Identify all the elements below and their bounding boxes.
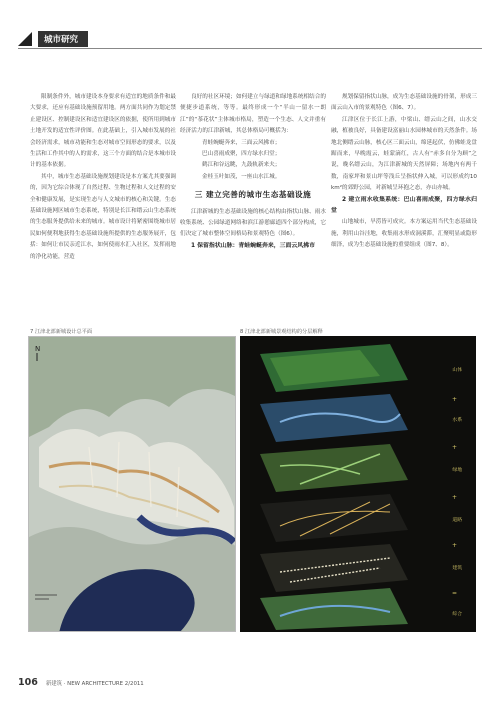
column-2 (180, 92, 326, 252)
section-heading: 三 建立完善的城市生态基础设施 (194, 190, 312, 200)
master-plan-drawing (29, 337, 236, 632)
journal-name: 新建筑 · NEW ARCHITECTURE 2/2011 (45, 680, 144, 687)
paragraph: 江津新城的生态基础设施的核心结构由指状山脉、雨水收集系统、公园绿道网络和滨江游憩廊道四个部分构成，它们决定了城市整体空间格局和景观特色（图6）。 (180, 208, 326, 238)
plus-icon: + (451, 542, 457, 549)
paragraph: 山地城市，旱涝皆可成灾。本方案运用当代生态基础设施，利用山谷洼地，收集雨水形成洞溪滞，汇聚明显或隐形细泽，成为生态基础设施的重要组成（图7、8）。 (331, 219, 477, 249)
poem-line: 巴山喜雨成聚，四方绿水归堂； (202, 151, 281, 158)
header-rule (18, 48, 482, 49)
poem-line: 鹤江和谷远眺，九鼓轨新来夫； (202, 162, 281, 169)
figure-8-layer-diagram (240, 336, 476, 632)
section-title: 城市研究 (38, 31, 88, 47)
section-header (18, 30, 88, 48)
layer-stack-drawing (240, 336, 476, 632)
layer-label: 道路 (452, 518, 462, 523)
figure-8-caption: 8 江津北部新城景观结构的分层解释 (240, 329, 323, 335)
layer-label: 综合 (452, 612, 462, 617)
page-number: 106 (18, 677, 38, 688)
svg-text:N: N (35, 345, 41, 353)
paragraph: 良好的社区环境；如何建立与绿道和绿地系统相结合的便捷步道系统，等等。最终形成一个“半山一留水一朗江”的“茶花状”主体城市格局，塑造一个生态、人文并重有经济活力的江津新城，其总体格局可概括为： (180, 94, 326, 135)
paragraph: 江津区位于长江上游，中梁山、缙云山之间，山水交融，植被良好，具备建设富丽山水园林城市的天然条件。场地北侧缙云山脉，核心区三面云山，绵延起伏，仿佛蛙龙盘踞而来，早晚霞云，蛙蒙滴红，古人有“赤多自分为顾”之说，晚名缙云山，为江津新城的天然屏障；场地内有两千数，南家坪和景山坪等浅丘呈指状伸入城，可以形成约10 km²的郊野公园，对新城呈环抱之态，亦山亦城。 (331, 116, 477, 192)
poem-line: 青蛙蜿蜒奔来，三面云风拂市； (202, 139, 281, 146)
column-1 (30, 92, 176, 263)
subsection-heading: 2 建立雨水收集系统：巴山喜雨成聚，四方绿水归堂 (331, 196, 477, 215)
section-mark-icon (18, 32, 32, 46)
paragraph: 规划保留指状山脉，成为生态基础设施的骨架，形成三面云山入市的景观特色（图6、7）。 (331, 94, 477, 112)
layer-label: 建筑 (452, 566, 462, 571)
subsection-heading: 1 保留指状山脉：青蛙蜿蜒奔来，三面云风拂市 (191, 242, 315, 249)
paragraph: 其中，城市生态基础设施规划建设是本方案尤其要强调的，因为它综合体现了自然过程、生物过程和人文过程的安全和健康发展，是实现生态与人文城市的核心和关键。生态基础设施网区城市生态系统，特别是长江和缙云山生态系统的生态服务提供给未来的城市。城市设计将紧密围绕城市居民如何便利地获得生态基础设施所提供的生态服务展开，包括：如何让市民亲近江水，如何使雨水汇入社区，发挥雨地的净化功能，营造 (30, 173, 176, 260)
plus-icon: + (451, 494, 457, 501)
poem-line: 金桂玉叶如茂，一座山水江城。 (202, 173, 281, 180)
layer-label: 绿地 (452, 468, 462, 473)
plus-icon: + (451, 396, 457, 403)
column-3 (331, 92, 477, 252)
layer-label: 山体 (452, 368, 462, 373)
figure-7-master-plan (28, 336, 236, 632)
plus-icon: = (451, 590, 457, 597)
plus-icon: + (451, 444, 457, 451)
figure-7-caption: 7 江津北部新城设计总平面 (30, 329, 93, 335)
paragraph: 限制条件外，城市建设本身要求有适宜的地质条件和最大要求，还应有基础设施预留用地。两方面共同作为划定禁止建设区、控制建设区和适宜建设区的依据，使所用到城市土地开发的适宜性评价图。在此基础上，引入城市发展的社会经济需求，城市功能和生态对城市空间形态的要求，以及生活和工作其中的人的需求，这三个方面的结合是本城市设计的基本依据。 (30, 94, 176, 169)
layer-label: 水系 (452, 418, 462, 423)
page-footer (18, 677, 144, 688)
